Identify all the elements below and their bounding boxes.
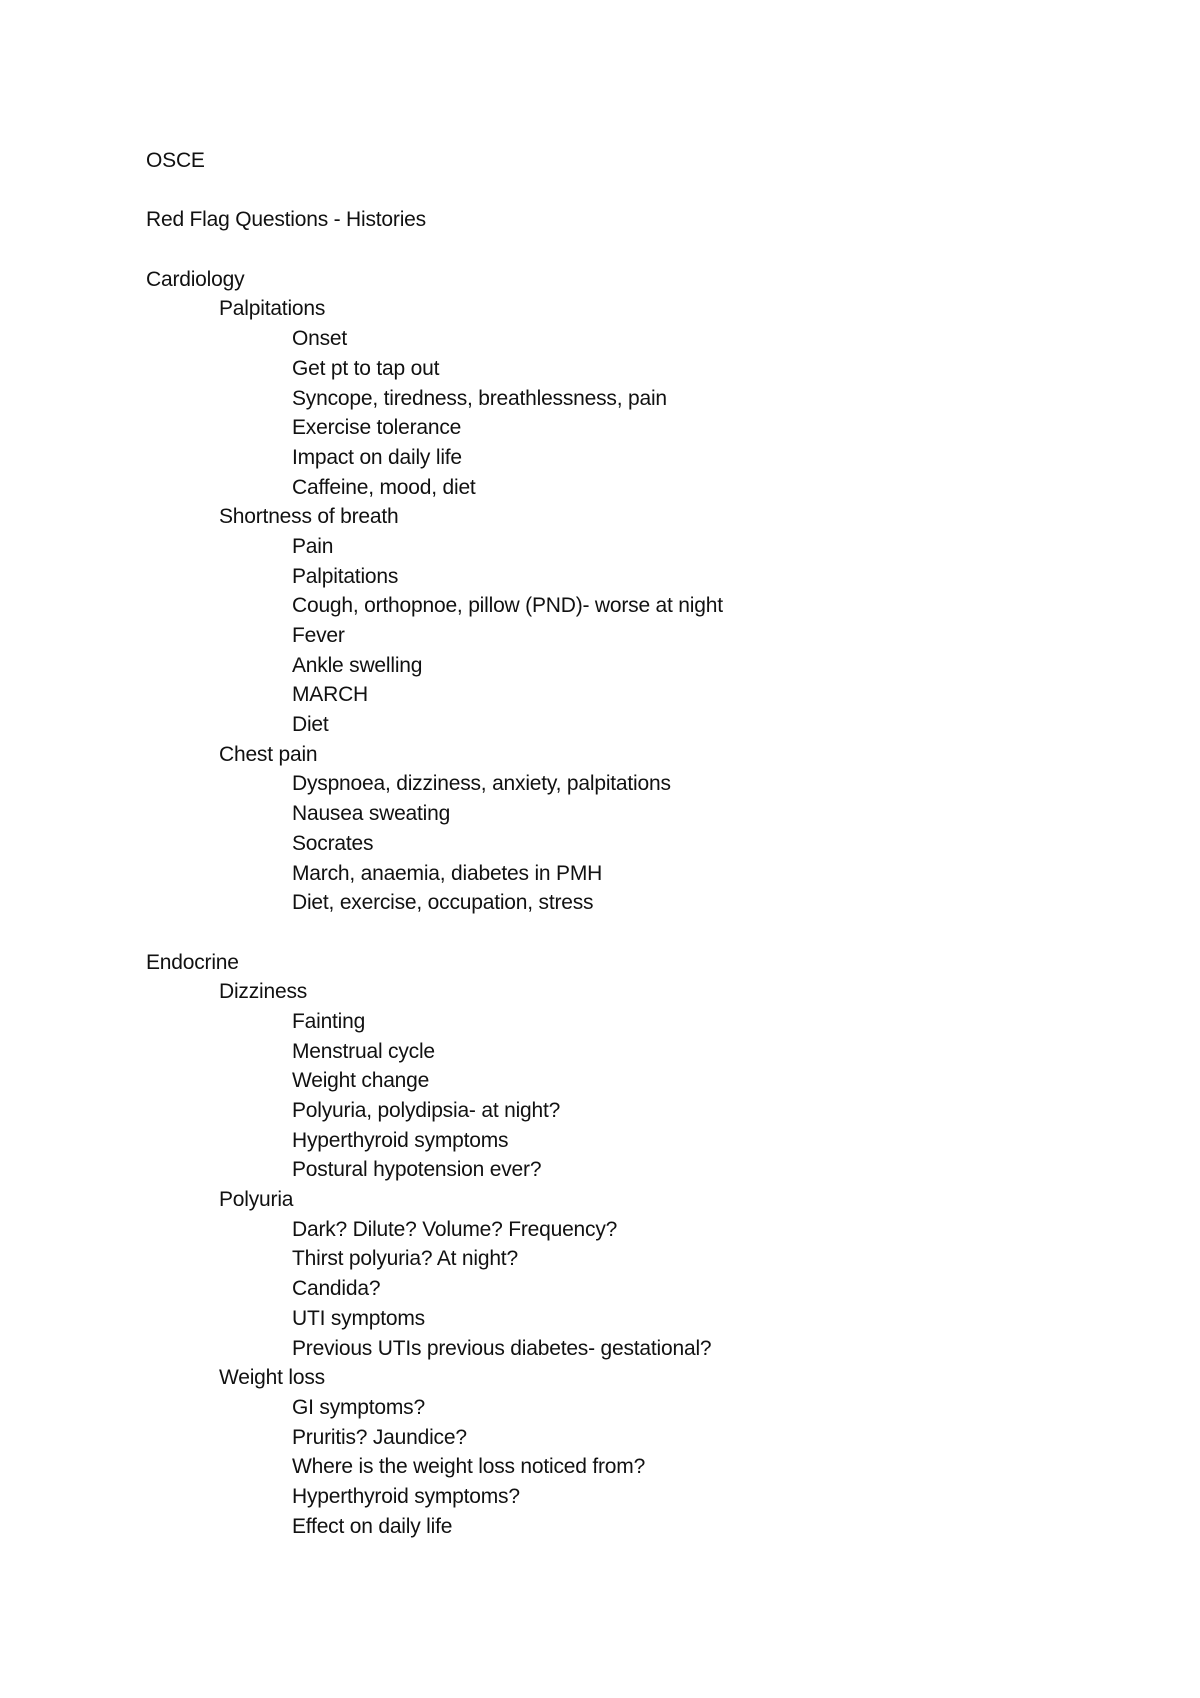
list-item: Onset [292,327,348,351]
subsection [146,977,1106,1185]
list-item: Effect on daily life [292,1514,453,1538]
subsection-title: Palpitations [219,297,326,321]
document-subheading: Red Flag Questions - Histories [146,208,426,232]
subsection [146,1363,1106,1541]
list-item: Dark? Dilute? Volume? Frequency? [292,1217,618,1241]
list-item: Get pt to tap out [292,356,440,380]
section-title: Cardiology [146,267,245,291]
subsection [146,740,1106,918]
list-item: Fever [292,624,345,647]
list-item: Previous UTIs previous diabetes- gestational? [292,1336,712,1360]
list-item: Hyperthyroid symptoms [292,1128,509,1152]
item-list [146,324,1106,502]
section [146,265,1106,918]
list-item: Polyuria, polydipsia- at night? [292,1099,561,1122]
list-item: Exercise tolerance [292,416,462,440]
spacer [146,235,1106,265]
document-heading: OSCE [146,149,205,172]
list-item: Ankle swelling [292,653,423,677]
sections-container [146,265,1106,1542]
list-item: Thirst polyuria? At night? [292,1247,518,1271]
list-item: Menstrual cycle [292,1039,435,1063]
item-list [146,1393,1106,1541]
subsection [146,294,1106,502]
subsection-title: Chest pain [219,742,318,766]
list-item: Palpitations [292,564,399,588]
section-title: Endocrine [146,950,239,974]
list-item: Fainting [292,1009,366,1033]
list-item: Caffeine, mood, diet [292,475,476,499]
list-item: Nausea sweating [292,802,451,826]
subsection [146,1185,1106,1363]
list-item: Cough, orthopnoe, pillow (PND)- worse at night [292,594,723,618]
item-list [146,1215,1106,1363]
subsection [146,502,1106,740]
list-item: UTI symptoms [292,1306,425,1330]
subsection-title: Polyuria [219,1188,294,1212]
subsection-title: Shortness of breath [219,505,399,529]
item-list [146,769,1106,917]
list-item: Postural hypotension ever? [292,1158,542,1182]
item-list [146,1007,1106,1185]
list-item: Diet, exercise, occupation, stress [292,891,594,915]
spacer [146,918,1106,948]
spacer [146,176,1106,206]
subsection-title: Dizziness [219,980,308,1004]
list-item: MARCH [292,683,368,707]
list-item: Syncope, tiredness, breathlessness, pain [292,386,667,410]
list-item: Socrates [292,831,374,855]
subsection-title: Weight loss [219,1366,325,1390]
list-item: Pain [292,534,334,558]
list-item: Weight change [292,1069,430,1093]
list-item: Diet [292,713,329,737]
list-item: Hyperthyroid symptoms? [292,1484,520,1508]
section [146,948,1106,1542]
list-item: Impact on daily life [292,445,462,469]
document-body [146,146,1106,1541]
list-item: March, anaemia, diabetes in PMH [292,861,603,885]
list-item: GI symptoms? [292,1395,425,1419]
list-item: Pruritis? Jaundice? [292,1425,467,1449]
list-item: Dyspnoea, dizziness, anxiety, palpitations [292,772,671,796]
list-item: Candida? [292,1277,381,1301]
list-item: Where is the weight loss noticed from? [292,1455,646,1479]
item-list [146,532,1106,740]
